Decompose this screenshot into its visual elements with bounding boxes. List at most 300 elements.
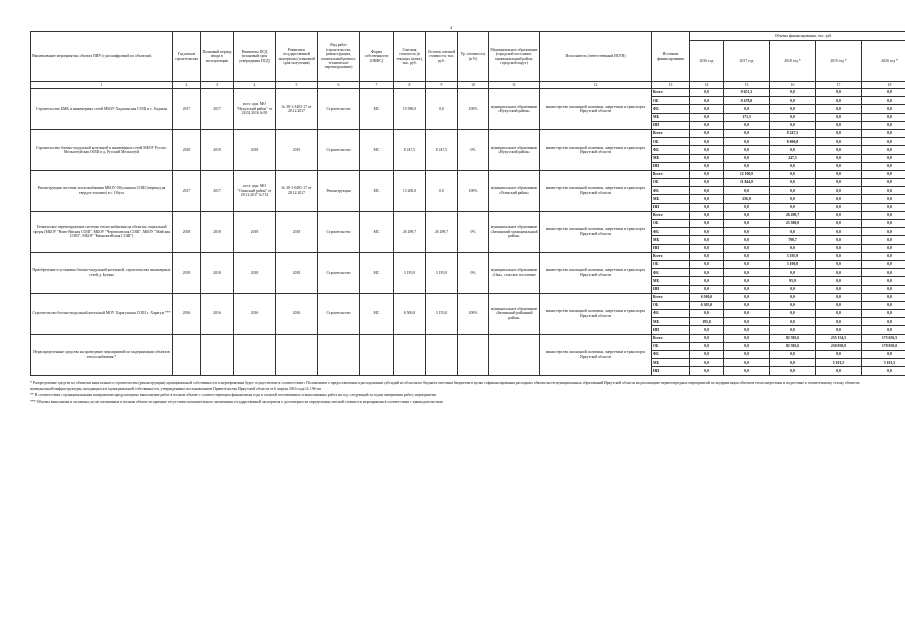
funding-value-cell: 0,0	[862, 318, 905, 326]
readiness-cell: 0%	[458, 252, 489, 293]
psd-cell: пост. адм. МО "Осинский район" от 29.12.2017 №714	[234, 170, 276, 211]
funding-value-cell: 0,0	[690, 121, 724, 129]
column-number: 11	[489, 82, 540, 89]
funding-value-cell: 3 195,9	[770, 252, 816, 260]
expertise-cell: № 38-1-3403-17 от 28.12.2017	[276, 89, 318, 130]
funding-value-cell: 0,0	[816, 228, 862, 236]
funding-value-cell: 0,0	[816, 89, 862, 97]
funding-value-cell: 0,0	[862, 187, 905, 195]
funding-value-cell: 6 500,0	[690, 293, 724, 301]
column-number: 13	[652, 82, 690, 89]
psd-cell: 2018	[234, 129, 276, 170]
funding-value-cell: 0,0	[770, 367, 816, 375]
funding-value-cell: 12 100,0	[724, 170, 770, 178]
funding-value-cell: 0,0	[690, 244, 724, 252]
executor-cell: министерство жилищной политики, энергетики и транспорта Иркутской области	[540, 89, 652, 130]
column-number: 10	[458, 82, 489, 89]
funding-value-cell: 0,0	[816, 252, 862, 260]
funding-value-cell: 175 656,5	[862, 334, 905, 342]
funding-value-cell: 0,0	[724, 220, 770, 228]
remainder-cell: 3 155,0	[426, 293, 458, 334]
funding-source-cell: ФБ	[652, 146, 690, 154]
funding-source-cell: ИИ	[652, 244, 690, 252]
start-year-cell	[173, 334, 201, 375]
readiness-cell	[458, 334, 489, 375]
funding-value-cell: 0,0	[816, 146, 862, 154]
funding-source-cell: МБ	[652, 113, 690, 121]
funding-value-cell: 5 101,5	[862, 359, 905, 367]
funding-value-cell: 0,0	[862, 244, 905, 252]
funding-value-cell: 0,0	[862, 146, 905, 154]
funding-value-cell: 0,0	[770, 203, 816, 211]
header-readiness: Ур. готовности, (в %)	[458, 32, 489, 82]
funding-source-cell: МБ	[652, 236, 690, 244]
object-name-cell: Строительство блочно-модульной котельной МОУ Харагунская СОШ с. Харагун ***	[31, 293, 173, 334]
funding-value-cell: 82 305,6	[770, 334, 816, 342]
funding-value-cell: 0,0	[770, 293, 816, 301]
funding-value-cell: 0,0	[816, 113, 862, 121]
funding-value-cell: 3 100,0	[770, 260, 816, 268]
funding-value-cell: 0,0	[690, 342, 724, 350]
executor-cell: министерство жилищной политики, энергетики и транспорта Иркутской области	[540, 211, 652, 252]
funding-value-cell: 0,0	[816, 211, 862, 219]
funding-value-cell: 0,0	[724, 162, 770, 170]
funding-value-cell: 0,0	[816, 367, 862, 375]
funding-value-cell: 0,0	[724, 310, 770, 318]
expertise-cell: 2018	[276, 211, 318, 252]
page-number: 4	[450, 25, 452, 30]
ownership-cell: МС	[360, 89, 394, 130]
funding-value-cell: 0,0	[816, 326, 862, 334]
funding-value-cell: 0,0	[862, 293, 905, 301]
funding-value-cell: 0,0	[862, 260, 905, 268]
funding-value-cell: 0,0	[724, 318, 770, 326]
readiness-cell: 0%	[458, 211, 489, 252]
column-number: 7	[360, 82, 394, 89]
start-year-cell: 2018	[173, 211, 201, 252]
funding-value-cell: 0,0	[690, 129, 724, 137]
column-number: 14	[690, 82, 724, 89]
funding-source-cell: ИИ	[652, 285, 690, 293]
funding-value-cell: 0,0	[816, 162, 862, 170]
funding-value-cell: 0,0	[816, 170, 862, 178]
cost-cell: 13 200,0	[394, 170, 426, 211]
header-object-name: Наименование мероприятия, объекта ПИР (с расшифровкой по объектам)	[31, 32, 173, 82]
funding-value-cell: 0,0	[724, 154, 770, 162]
funding-value-cell: 0,0	[690, 334, 724, 342]
funding-source-cell: МБ	[652, 195, 690, 203]
remainder-cell: 3 195,9	[426, 252, 458, 293]
funding-value-cell: 0,0	[724, 285, 770, 293]
table-row	[31, 293, 905, 301]
funding-value-cell: 0,0	[770, 97, 816, 105]
funding-value-cell: 0,0	[690, 154, 724, 162]
funding-source-cell: ФБ	[652, 269, 690, 277]
funding-source-cell: Всего	[652, 211, 690, 219]
municipality-cell: муниципальное образование «Нукутский район»	[489, 89, 540, 130]
funding-value-cell: 798,7	[770, 236, 816, 244]
ownership-cell: МС	[360, 129, 394, 170]
ownership-cell: МС	[360, 252, 394, 293]
funding-value-cell: 230 050,0	[816, 342, 862, 350]
executor-cell: министерство жилищной политики, энергетики и транспорта Иркутской области	[540, 129, 652, 170]
funding-value-cell: 170 050,0	[862, 342, 905, 350]
funding-value-cell: 0,0	[690, 97, 724, 105]
start-year-cell: 2017	[173, 170, 201, 211]
object-name-cell: Нераспределенные средства на проведение мероприятий по модернизации объектов теплоснабжения *	[31, 334, 173, 375]
executor-cell: министерство жилищной политики, энергетики и транспорта Иркутской области	[540, 334, 652, 375]
funding-value-cell: 0,0	[816, 179, 862, 187]
funding-source-cell: ОБ	[652, 301, 690, 309]
funding-value-cell: 0,0	[690, 89, 724, 97]
funding-value-cell: 0,0	[724, 260, 770, 268]
funding-value-cell: 6 305,0	[690, 301, 724, 309]
funding-value-cell: 0,0	[862, 129, 905, 137]
object-name-cell: Строительство БМК и инженерных сетей МБОУ Хадаханская СОШ в с. Хадахан	[31, 89, 173, 130]
funding-value-cell: 0,0	[690, 252, 724, 260]
cost-cell: 6 500,0	[394, 293, 426, 334]
funding-value-cell: 235 154,5	[816, 334, 862, 342]
funding-value-cell: 0,0	[724, 121, 770, 129]
funding-value-cell: 0,0	[816, 97, 862, 105]
header-year-2018: 2018 год *	[770, 41, 816, 82]
funding-value-cell: 9 478,0	[724, 97, 770, 105]
funding-source-cell: ФБ	[652, 351, 690, 359]
funding-value-cell: 0,0	[690, 105, 724, 113]
psd-cell: пост. адм. МО "Нукутский район" от 24.02.2016 №58	[234, 89, 276, 130]
funding-value-cell: 0,0	[690, 162, 724, 170]
funding-value-cell: 0,0	[770, 301, 816, 309]
funding-value-cell: 0,0	[690, 326, 724, 334]
column-number: 9	[426, 82, 458, 89]
column-number: 2	[173, 82, 201, 89]
funding-value-cell: 0,0	[724, 334, 770, 342]
funding-value-cell: 0,0	[862, 310, 905, 318]
financing-table	[30, 31, 905, 376]
table-row	[31, 170, 905, 178]
funding-value-cell: 195,0	[690, 318, 724, 326]
funding-value-cell: 0,0	[862, 113, 905, 121]
column-number: 15	[724, 82, 770, 89]
funding-source-cell: ОБ	[652, 260, 690, 268]
funding-value-cell: 0,0	[816, 138, 862, 146]
commissioning-cell: 2018	[201, 129, 234, 170]
column-number: 5	[276, 82, 318, 89]
funding-value-cell: 0,0	[690, 138, 724, 146]
funding-value-cell: 0,0	[690, 187, 724, 195]
funding-value-cell: 0,0	[816, 187, 862, 195]
funding-value-cell: 0,0	[724, 326, 770, 334]
funding-source-cell: ОБ	[652, 138, 690, 146]
funding-value-cell: 0,0	[690, 277, 724, 285]
column-number: 17	[816, 82, 862, 89]
funding-source-cell: Всего	[652, 89, 690, 97]
header-executor: Исполнитель (ответственный ИОГВ)	[540, 32, 652, 82]
funding-value-cell: 0,0	[724, 146, 770, 154]
funding-value-cell: 8 247,5	[770, 129, 816, 137]
municipality-cell: муниципальное образование «Зиминский районный район»	[489, 293, 540, 334]
header-remainder: Остаток сметной стоимости, тыс. руб.	[426, 32, 458, 82]
funding-value-cell: 0,0	[770, 285, 816, 293]
funding-source-cell: Всего	[652, 129, 690, 137]
funding-value-cell: 0,0	[816, 203, 862, 211]
work-type-cell: Строительство	[318, 89, 360, 130]
header-funding-group: Объемы финансирования, тыс. руб.	[690, 32, 905, 41]
table-row	[31, 129, 905, 137]
funding-value-cell: 0,0	[862, 269, 905, 277]
funding-value-cell: 11 844,0	[724, 179, 770, 187]
funding-source-cell: ОБ	[652, 342, 690, 350]
funding-value-cell: 0,0	[862, 228, 905, 236]
header-work-type: Вид работ (строительство, реконструкция, капитальный ремонт, техническое перевооружение)	[318, 32, 360, 82]
funding-value-cell: 0,0	[770, 121, 816, 129]
funding-value-cell: 0,0	[770, 318, 816, 326]
funding-value-cell: 0,0	[862, 195, 905, 203]
funding-value-cell: 0,0	[770, 162, 816, 170]
funding-value-cell: 0,0	[816, 129, 862, 137]
funding-value-cell: 0,0	[862, 162, 905, 170]
object-name-cell: Техническое перевооружение системы теплоснабжения на объектах социальной сферы (МБОУ "Ново-Ямская СОШ", МБОУ "Черемховская СОШ", МБОУ "Майская СОШ", МБОУ "Кимильтейская СОШ")	[31, 211, 173, 252]
remainder-cell: 0,0	[426, 170, 458, 211]
expertise-cell	[276, 334, 318, 375]
ownership-cell: МС	[360, 211, 394, 252]
funding-value-cell: 0,0	[816, 351, 862, 359]
funding-value-cell: 0,0	[690, 220, 724, 228]
funding-value-cell: 0,0	[816, 301, 862, 309]
funding-value-cell: 0,0	[770, 89, 816, 97]
funding-value-cell: 26 298,7	[770, 211, 816, 219]
funding-source-cell: ОБ	[652, 97, 690, 105]
object-name-cell: Приобретение и установка блочно-модульной котельной, строительство инженерных сетей д. Бутяна	[31, 252, 173, 293]
funding-source-cell: ИИ	[652, 203, 690, 211]
column-number: 8	[394, 82, 426, 89]
funding-value-cell: 82 305,6	[770, 342, 816, 350]
psd-cell: 2018	[234, 211, 276, 252]
funding-value-cell: 0,0	[690, 367, 724, 375]
funding-value-cell: 0,0	[770, 195, 816, 203]
funding-source-cell: МБ	[652, 318, 690, 326]
funding-value-cell: 0,0	[816, 244, 862, 252]
funding-value-cell: 0,0	[816, 220, 862, 228]
header-year-2017: 2017 год	[724, 41, 770, 82]
funding-source-cell: ИИ	[652, 367, 690, 375]
ownership-cell: МС	[360, 170, 394, 211]
cost-cell: 10 580,0	[394, 89, 426, 130]
funding-value-cell: 0,0	[862, 236, 905, 244]
funding-value-cell: 0,0	[724, 342, 770, 350]
column-number-row	[31, 82, 905, 89]
expertise-cell: 2018	[276, 252, 318, 293]
funding-value-cell: 0,0	[770, 170, 816, 178]
header-municipality: Муниципальное образование (городской поселение, муниципальный район, городской округ)	[489, 32, 540, 82]
funding-source-cell: ОБ	[652, 179, 690, 187]
expertise-cell: № 38-1-0481-17 от 28.12.2017	[276, 170, 318, 211]
funding-value-cell: 0,0	[770, 269, 816, 277]
funding-value-cell: 0,0	[724, 301, 770, 309]
funding-value-cell: 173,3	[724, 113, 770, 121]
funding-value-cell: 0,0	[724, 211, 770, 219]
funding-value-cell: 0,0	[724, 105, 770, 113]
ownership-cell	[360, 334, 394, 375]
funding-value-cell: 0,0	[862, 89, 905, 97]
funding-value-cell: 0,0	[862, 211, 905, 219]
executor-cell: министерство жилищной политики, энергетики и транспорта Иркутской области	[540, 293, 652, 334]
table-row	[31, 211, 905, 219]
header-commissioning: Плановый период ввода в эксплуатацию	[201, 32, 234, 82]
column-number: 1	[31, 82, 173, 89]
start-year-cell: 2018	[173, 252, 201, 293]
commissioning-cell: 2016	[201, 293, 234, 334]
funding-source-cell: ФБ	[652, 310, 690, 318]
funding-value-cell: 0,0	[690, 228, 724, 236]
remainder-cell: 8 247,5	[426, 129, 458, 170]
psd-cell: 2016	[234, 293, 276, 334]
funding-value-cell: 0,0	[770, 326, 816, 334]
column-number: 6	[318, 82, 360, 89]
funding-value-cell: 0,0	[690, 310, 724, 318]
funding-value-cell: 0,0	[690, 211, 724, 219]
work-type-cell: Строительство	[318, 252, 360, 293]
footnotes	[30, 380, 866, 405]
expertise-cell: 2016	[276, 293, 318, 334]
funding-value-cell: 0,0	[770, 244, 816, 252]
funding-value-cell: 0,0	[724, 236, 770, 244]
readiness-cell: 100%	[458, 89, 489, 130]
funding-value-cell: 247,5	[770, 154, 816, 162]
cost-cell: 3 195,9	[394, 252, 426, 293]
funding-value-cell: 0,0	[816, 285, 862, 293]
funding-value-cell: 0,0	[770, 351, 816, 359]
cost-cell: 26 298,7	[394, 211, 426, 252]
municipality-cell: муниципальное образование «Зиминский муниципальный район»	[489, 211, 540, 252]
funding-value-cell: 0,0	[770, 146, 816, 154]
funding-value-cell: 9 651,3	[724, 89, 770, 97]
cost-cell: 8 247,5	[394, 129, 426, 170]
start-year-cell: 2016	[173, 293, 201, 334]
remainder-cell	[426, 334, 458, 375]
work-type-cell: Строительство	[318, 211, 360, 252]
object-name-cell: Реконструкция системы теплоснабжения МБОУ Обусинская СОШ (перевод на твердое топливо) в с. Обуса	[31, 170, 173, 211]
funding-value-cell: 0,0	[862, 301, 905, 309]
header-start-year: Год начала строительства	[173, 32, 201, 82]
start-year-cell: 2018	[173, 129, 201, 170]
commissioning-cell	[201, 334, 234, 375]
header-expertise: Реквизиты государственной экспертизы (плановый срок получения)	[276, 32, 318, 82]
funding-value-cell: 256,0	[724, 195, 770, 203]
funding-source-cell: ФБ	[652, 187, 690, 195]
funding-value-cell: 0,0	[862, 105, 905, 113]
header-psd: Реквизиты ПСД (плановый срок утверждения ПСД)	[234, 32, 276, 82]
funding-value-cell: 0,0	[816, 269, 862, 277]
header-year-2020: 2020 год *	[862, 41, 905, 82]
funding-value-cell: 0,0	[724, 269, 770, 277]
funding-value-cell: 0,0	[690, 260, 724, 268]
work-type-cell: Строительство	[318, 129, 360, 170]
funding-value-cell: 5 101,5	[816, 359, 862, 367]
column-number: 4	[234, 82, 276, 89]
funding-value-cell: 0,0	[816, 293, 862, 301]
funding-source-cell: Всего	[652, 334, 690, 342]
municipality-cell: муниципальное образование «Осинский район»	[489, 170, 540, 211]
funding-value-cell: 0,0	[816, 310, 862, 318]
funding-value-cell: 0,0	[862, 154, 905, 162]
footnote-1: * Распределение средств по объектам капитального строительства (реконструкции) муниципальной собственности и мероприятиям будет осуществлено в соответствии с Положением о предоставлении и расходовании субсидий из областного бюджета местным бюджетам в целях софинансирования расходных обязательств муниципальных образований Иркутской области на реализацию первоочередных мероприятий по модернизации объектов теплоэнергетики и подготовке к отопительному сезону объектов коммунальной инфраструктуры, находящихся в муниципальной собственности, утвержденным постановлением Правительства Иркутской области от 6 апреля 2016 года № 196-пп	[30, 381, 860, 392]
commissioning-cell: 2017	[201, 89, 234, 130]
header-ownership: Форма собственности (ОКФС)	[360, 32, 394, 82]
funding-value-cell: 0,0	[816, 195, 862, 203]
table-row	[31, 334, 905, 342]
psd-cell	[234, 334, 276, 375]
funding-source-cell: ИИ	[652, 121, 690, 129]
funding-value-cell: 0,0	[862, 252, 905, 260]
funding-value-cell: 0,0	[724, 293, 770, 301]
funding-value-cell: 0,0	[816, 260, 862, 268]
header-year-2016: 2016 год	[690, 41, 724, 82]
funding-source-cell: ФБ	[652, 228, 690, 236]
funding-value-cell: 0,0	[690, 179, 724, 187]
column-number: 18	[862, 82, 905, 89]
funding-value-cell: 0,0	[724, 138, 770, 146]
funding-value-cell: 0,0	[690, 146, 724, 154]
readiness-cell: 100%	[458, 293, 489, 334]
funding-value-cell: 0,0	[690, 351, 724, 359]
funding-value-cell: 0,0	[724, 228, 770, 236]
funding-value-cell: 0,0	[862, 170, 905, 178]
funding-source-cell: ИИ	[652, 326, 690, 334]
funding-value-cell: 0,0	[862, 121, 905, 129]
funding-value-cell: 0,0	[770, 187, 816, 195]
funding-value-cell: 0,0	[862, 97, 905, 105]
psd-cell: 2018	[234, 252, 276, 293]
column-number: 12	[540, 82, 652, 89]
funding-value-cell: 0,0	[724, 244, 770, 252]
funding-value-cell: 0,0	[690, 195, 724, 203]
funding-value-cell: 0,0	[862, 351, 905, 359]
executor-cell: министерство жилищной политики, энергетики и транспорта Иркутской области	[540, 170, 652, 211]
funding-value-cell: 0,0	[862, 367, 905, 375]
funding-value-cell: 0,0	[862, 179, 905, 187]
funding-value-cell: 0,0	[724, 351, 770, 359]
funding-value-cell: 95,9	[770, 277, 816, 285]
header-year-2019: 2019 год *	[816, 41, 862, 82]
funding-source-cell: МБ	[652, 359, 690, 367]
column-number: 3	[201, 82, 234, 89]
commissioning-cell: 2018	[201, 252, 234, 293]
funding-value-cell: 0,0	[770, 359, 816, 367]
funding-value-cell: 0,0	[770, 310, 816, 318]
header-cost: Сметная стоимость (в текущих ценах), тыс. руб.	[394, 32, 426, 82]
work-type-cell	[318, 334, 360, 375]
commissioning-cell: 2017	[201, 170, 234, 211]
funding-value-cell: 0,0	[816, 105, 862, 113]
header-source: Источник финансирования	[652, 32, 690, 82]
funding-value-cell: 0,0	[690, 285, 724, 293]
remainder-cell: 0,0	[426, 89, 458, 130]
executor-cell: министерство жилищной политики, энергетики и транспорта Иркутской области	[540, 252, 652, 293]
remainder-cell: 26 298,7	[426, 211, 458, 252]
start-year-cell: 2017	[173, 89, 201, 130]
funding-value-cell: 0,0	[770, 113, 816, 121]
municipality-cell: муниципальное образование «Ока», сельское поселение	[489, 252, 540, 293]
funding-value-cell: 0,0	[724, 252, 770, 260]
municipality-cell: муниципальное образование «Нукутский район»	[489, 129, 540, 170]
readiness-cell: 0%	[458, 129, 489, 170]
funding-value-cell: 0,0	[862, 285, 905, 293]
funding-source-cell: Всего	[652, 170, 690, 178]
expertise-cell: 2019	[276, 129, 318, 170]
cost-cell	[394, 334, 426, 375]
table-row	[31, 252, 905, 260]
